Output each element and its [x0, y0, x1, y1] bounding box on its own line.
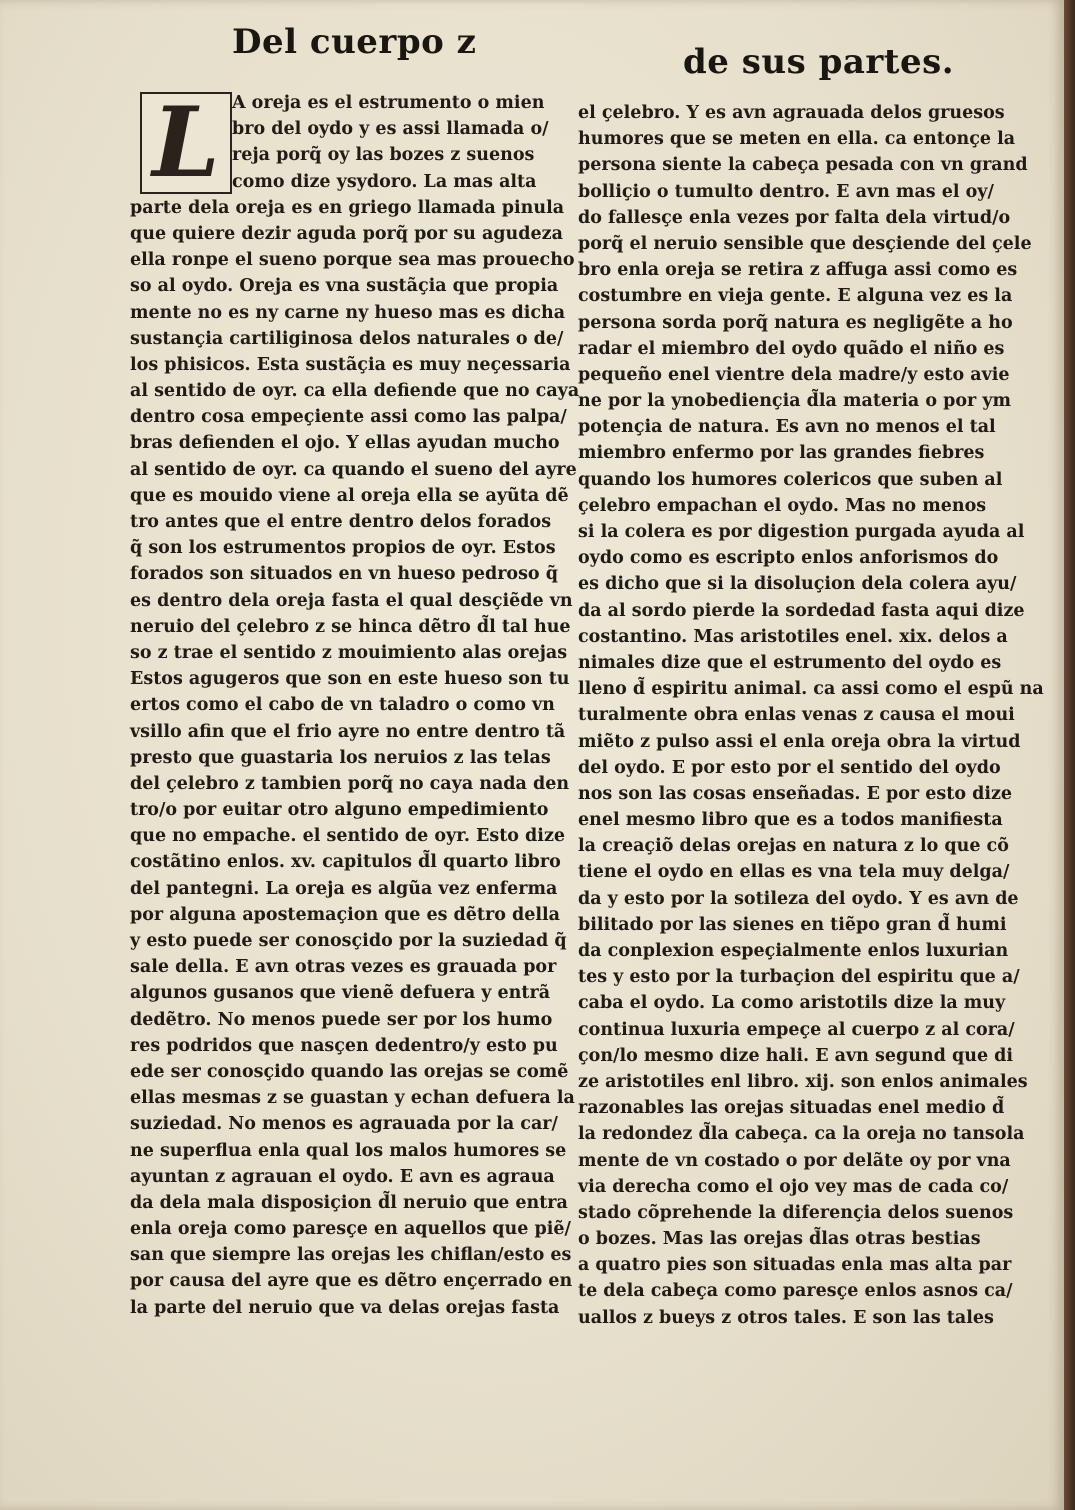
text-line: pequeño enel vientre dela madre/y esto avie: [578, 364, 1010, 385]
text-line: ne superflua enla qual los malos humores se: [130, 1140, 567, 1161]
text-line: ne por la ynobediençia d̃la materia o por ym: [578, 391, 1012, 412]
text-line: sale della. E avn otras vezes es grauada por: [130, 957, 557, 978]
text-line: parte dela oreja es en griego llamada pinula: [130, 197, 565, 218]
running-head-right: de sus partes.: [683, 42, 955, 82]
text-line: bras defienden el ojo. Y ellas ayudan mucho: [130, 433, 560, 454]
text-line: costãtino enlos. xv. capitulos d̃l quarto libro: [130, 852, 561, 873]
text-line: por causa del ayre que es dẽtro ençerrado en: [130, 1271, 573, 1292]
text-line: neruio del çelebro z se hinca dẽtro d̃l tal hue: [130, 616, 571, 637]
text-line: miembro enfermo por las grandes fiebres: [578, 443, 985, 464]
text-line: via derecha como el ojo vey mas de cada co/: [578, 1176, 1009, 1197]
text-line: oydo como es escripto enlos anforismos do: [578, 548, 999, 569]
text-line: tes y esto por la turbaçion del espiritu que a/: [578, 967, 1020, 988]
text-line: del pantegni. La oreja es algũa vez enferma: [130, 878, 558, 899]
text-line: a quatro pies son situadas enla mas alta par: [578, 1255, 1012, 1276]
text-line: san que siempre las orejas les chiflan/esto es: [130, 1245, 572, 1266]
text-line: tro antes que el entre dentro delos forados: [130, 512, 552, 532]
text-line: uallos z bueys z otros tales. E son las tales: [578, 1307, 994, 1328]
text-line: çelebro empachan el oydo. Mas no menos: [578, 495, 987, 516]
text-line: es dentro dela oreja fasta el qual desçiẽde vn: [130, 590, 573, 611]
text-line: radar el miembro del oydo quãdo el niño es: [578, 338, 1005, 359]
text-line: da y esto por la sotileza del oydo. Y es avn de: [578, 888, 1019, 909]
text-line: nos son las cosas enseñadas. E por esto dize: [578, 783, 1013, 804]
text-line: dedẽtro. No menos puede ser por los humo: [130, 1009, 553, 1030]
text-line: do fallesçe enla vezes por falta dela virtud/o: [578, 207, 1011, 228]
text-line: stado cõprehende la diferençia delos suenos: [578, 1202, 1014, 1223]
text-line: como dize ysydoro. La mas alta: [232, 171, 537, 192]
text-line: presto que guastaria los neruios z las telas: [130, 747, 551, 768]
text-line: al sentido de oyr. ca quando el sueno del ayre: [130, 459, 577, 480]
text-line: bilitado por las sienes en tiẽpo gran d̃ humi: [578, 914, 1007, 935]
text-line: Estos agugeros que son en este hueso son tu: [130, 669, 570, 690]
text-line: da conplexion espeçialmente enlos luxurian: [578, 941, 1009, 961]
text-line: ede ser conosçido quando las orejas se comẽ: [130, 1061, 569, 1082]
text-line: so z trae el sentido z mouimiento alas orejas: [130, 642, 568, 663]
text-line: tro/o por euitar otro alguno empedimiento: [130, 800, 549, 821]
text-line: ella ronpe el sueno porque sea mas prouecho: [130, 250, 575, 271]
text-line: sustançia cartiliginosa delos naturales o de/: [130, 328, 564, 349]
text-line: algunos gusanos que vienẽ defuera y entrã: [130, 983, 551, 1004]
text-line: al sentido de oyr. ca ella defiende que no caya: [130, 381, 580, 402]
left-text-column: [130, 86, 580, 1321]
text-line: potençia de natura. Es avn no menos el tal: [578, 417, 996, 438]
text-line: continua luxuria empeçe al cuerpo z al cora/: [578, 1019, 1015, 1040]
text-line: del oydo. E por esto por el sentido del oydo: [578, 757, 1001, 778]
text-line: ayuntan z agrauan el oydo. E avn es agraua: [130, 1166, 555, 1187]
text-line: ertos como el cabo de vn taladro o como vn: [130, 695, 555, 716]
text-line: costantino. Mas aristotiles enel. xix. delos a: [578, 626, 1008, 647]
text-line: la creaçiõ delas orejas en natura z lo que cõ: [578, 836, 1009, 857]
text-line: costumbre en vieja gente. E alguna vez es la: [578, 286, 1013, 307]
text-line: bro enla oreja se retira z affuga assi como es: [578, 260, 1018, 281]
text-line: nimales dize que el estrumento del oydo es: [578, 652, 1002, 673]
text-line: si la colera es por digestion purgada ayuda al: [578, 522, 1025, 542]
text-line: da al sordo pierde la sordedad fasta aqui dize: [578, 600, 1025, 621]
text-line: razonables las orejas situadas enel medio d̃: [578, 1098, 1005, 1119]
text-line: lleno d̃ espiritu animal. ca assi como el espũ na: [578, 679, 1044, 700]
text-line: q̃ son los estrumentos propios de oyr. Estos: [130, 538, 556, 559]
text-line: humores que se meten en ella. ca entonçe la: [578, 129, 1016, 150]
text-line: porq̃ el neruio sensible que desçiende del çele: [578, 233, 1032, 254]
text-line: del çelebro z tambien porq̃ no caya nada den: [130, 773, 570, 794]
text-line: y esto puede ser conosçido por la suziedad q̃: [130, 931, 567, 951]
text-line: mente de vn costado o por delãte oy por vna: [578, 1150, 1011, 1171]
text-line: es dicho que si la disoluçion dela colera ayu/: [578, 574, 1017, 595]
text-line: quando los humores colericos que suben al: [578, 469, 1003, 490]
text-line: mente no es ny carne ny hueso mas es dicha: [130, 302, 566, 323]
right-text-column: [578, 100, 1044, 1331]
text-line: da dela mala disposiçion d̃l neruio que entra: [130, 1192, 568, 1213]
text-line: bro del oydo y es assi llamada o/: [232, 119, 549, 140]
text-line: bolliçio o tumulto dentro. E avn mas el oy/: [578, 181, 994, 202]
text-line: que quiere dezir aguda porq̃ por su agudeza: [130, 223, 563, 244]
text-line: turalmente obra enlas venas z causa el moui: [578, 705, 1015, 726]
text-line: çon/lo mesmo dize hali. E avn segund que di: [578, 1045, 1014, 1066]
text-line: forados son situados en vn hueso pedroso q̃: [130, 564, 558, 585]
text-line: enla oreja como paresçe en aquellos que piẽ/: [130, 1219, 571, 1240]
text-line: so al oydo. Oreja es vna sustãçia que propia: [130, 276, 559, 297]
text-line: ellas mesmas z se guastan y echan defuera la: [130, 1088, 575, 1109]
text-line: te dela cabeça como paresçe enlos asnos ca/: [578, 1281, 1013, 1302]
text-line: el çelebro. Y es avn agrauada delos gruesos: [578, 103, 1005, 123]
text-line: persona siente la cabeça pesada con vn grand: [578, 155, 1028, 176]
text-line: miẽto z pulso assi el enla oreja obra la virtud: [578, 731, 1021, 752]
text-line: por alguna apostemaçion que es dẽtro della: [130, 904, 560, 925]
text-line: que no empache. el sentido de oyr. Esto dize: [130, 826, 566, 847]
text-line: res podridos que nasçen dedentro/y esto pu: [130, 1035, 558, 1056]
text-line: ze aristotiles enl libro. xij. son enlos animales: [578, 1071, 1028, 1092]
text-line: los phisicos. Esta sustãçia es muy neçessaria: [130, 354, 571, 375]
text-line: caba el oydo. La como aristotils dize la muy: [578, 993, 1006, 1014]
text-line: tiene el oydo en ellas es vna tela muy delga/: [578, 862, 1010, 883]
text-line: enel mesmo libro que es a todos manifiesta: [578, 810, 1003, 831]
text-line: vsillo afin que el frio ayre no entre dentro tã: [130, 721, 566, 742]
text-line: la redondez d̃la cabeça. ca la oreja no tansola: [578, 1124, 1025, 1145]
page-edge-shadow: [1064, 0, 1075, 1510]
text-line: que es mouido viene al oreja ella se ayũta dẽ: [130, 485, 569, 506]
text-line: suziedad. No menos es agrauada por la car/: [130, 1114, 558, 1135]
text-line: reja porq̃ oy las bozes z suenos: [232, 145, 535, 166]
initial-letter: L: [152, 86, 220, 199]
text-line: A oreja es el estrumento o mien: [232, 93, 545, 113]
text-line: la parte del neruio que va delas orejas fasta: [130, 1297, 560, 1318]
text-line: o bozes. Mas las orejas d̃las otras bestias: [578, 1229, 981, 1250]
text-line: dentro cosa empeçiente assi como las palpa/: [130, 407, 567, 428]
text-line: persona sorda porq̃ natura es negligẽte a ho: [578, 312, 1013, 333]
running-head-left: Del cuerpo z: [232, 22, 477, 62]
